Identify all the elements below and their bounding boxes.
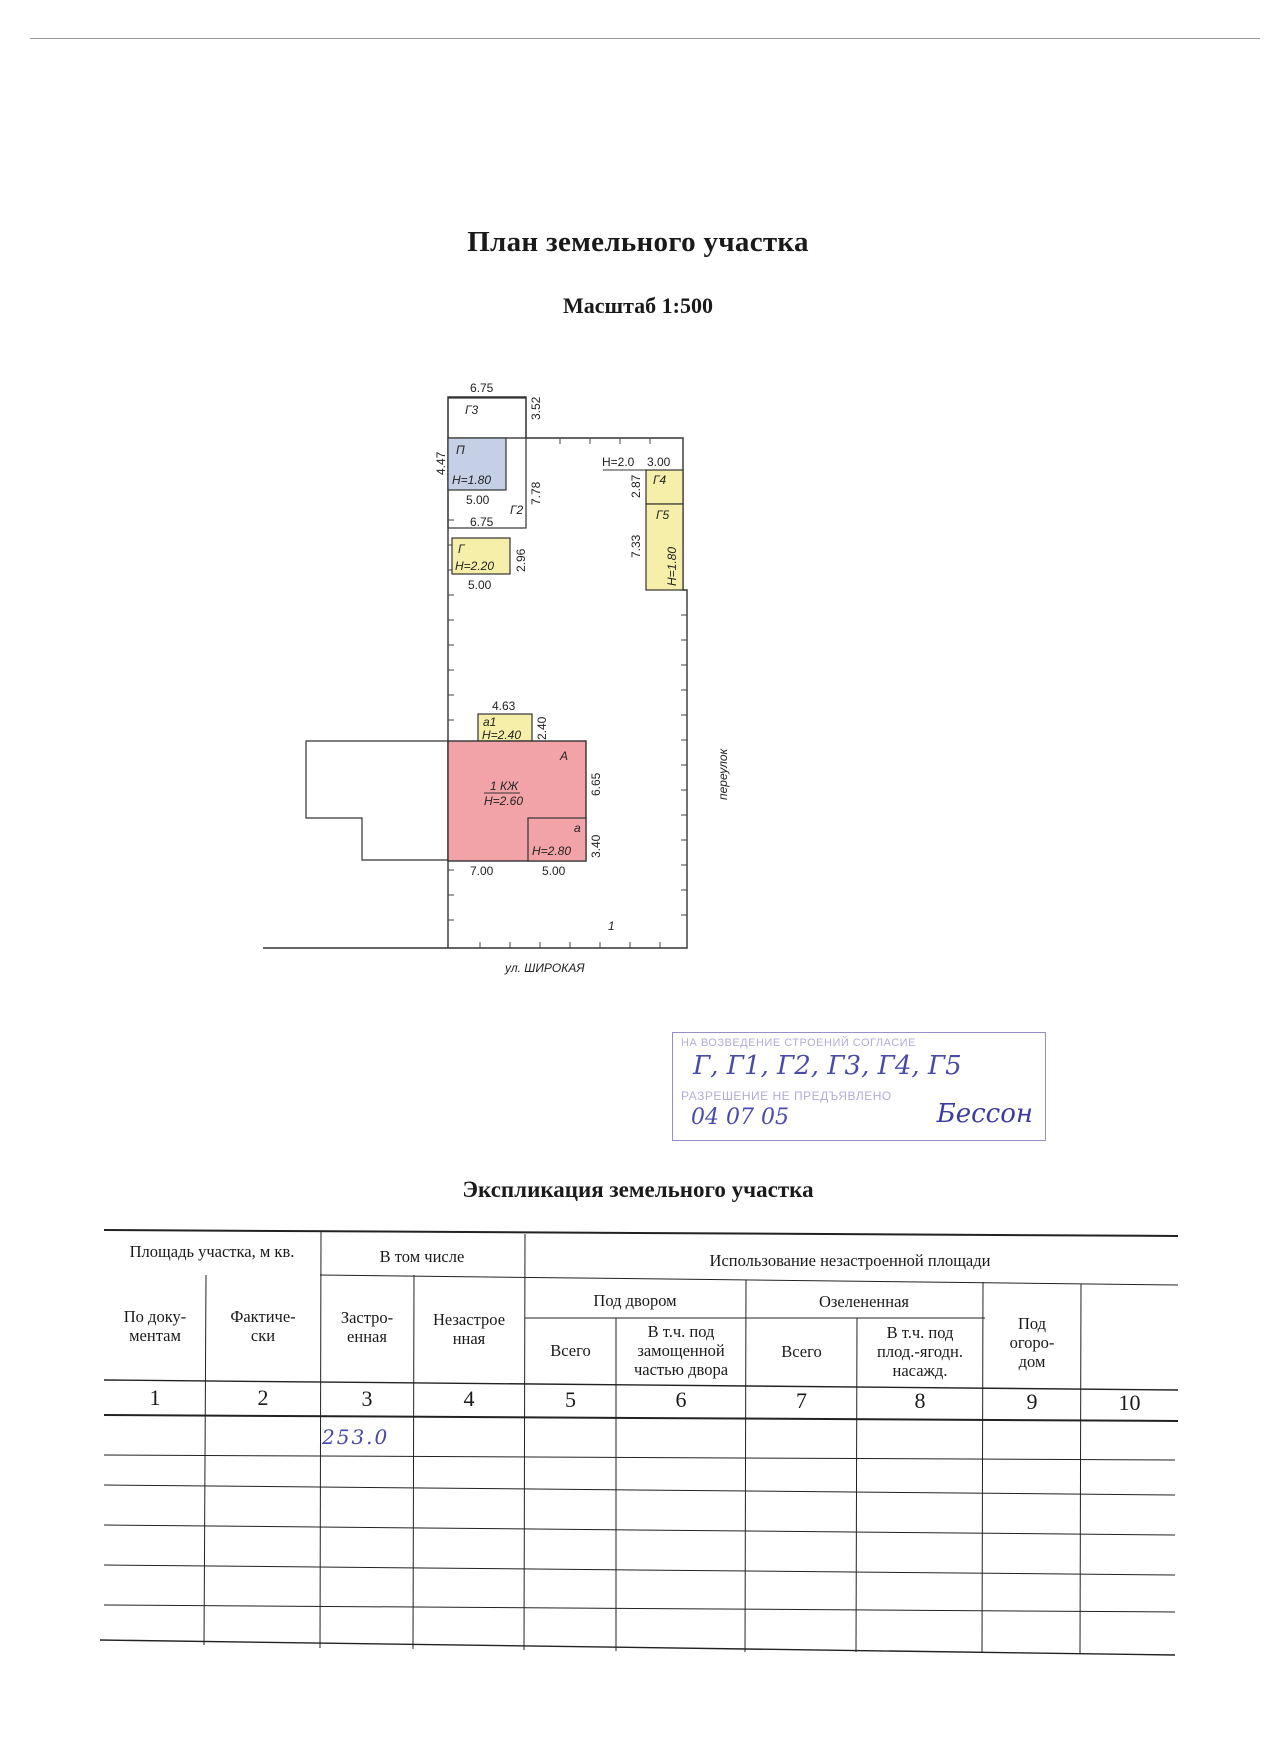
label-lot-number: 1 bbox=[608, 919, 615, 933]
dim-p-bottom: 5.00 bbox=[466, 493, 490, 507]
header-unbuilt: Незастрое нная bbox=[432, 1310, 506, 1348]
dim-g3-side: 3.52 bbox=[529, 396, 543, 420]
dim-g5-side: 7.33 bbox=[629, 534, 643, 558]
dim-g-bottom: 5.00 bbox=[468, 578, 492, 592]
label-a1: а1 bbox=[483, 715, 497, 729]
label-street: ул. ШИРОКАЯ bbox=[505, 961, 585, 975]
dim-house-bottom-left: 7.00 bbox=[470, 864, 494, 878]
column-number: 7 bbox=[796, 1388, 807, 1413]
explication-title: Экспликация земельного участка bbox=[462, 1177, 814, 1202]
header-unbuilt-use: Использование незастроенной площади bbox=[709, 1251, 991, 1270]
dim-g3-top: 6.75 bbox=[470, 381, 494, 395]
column-number: 9 bbox=[1026, 1389, 1038, 1414]
built-area-value: 253.0 bbox=[322, 1425, 390, 1449]
stamp-handwritten-buildings: Г, Г1, Г2, Г3, Г4, Г5 bbox=[693, 1051, 962, 1081]
stamp-signature: Бессон bbox=[936, 1099, 1033, 1129]
header-green-total: Всего bbox=[781, 1342, 822, 1361]
dim-g2-side: 7.78 bbox=[529, 481, 543, 505]
dim-g-side: 2.96 bbox=[514, 548, 528, 572]
header-green: Озелененная bbox=[818, 1292, 910, 1311]
column-number: 4 bbox=[463, 1386, 475, 1411]
header-area: Площадь участка, м кв. bbox=[129, 1242, 295, 1261]
dim-g4-top: 3.00 bbox=[647, 455, 671, 469]
header-green-fruit: В т.ч. под плод.-ягодн. насажд. bbox=[877, 1323, 963, 1380]
dim-h20: Н=2.0 bbox=[602, 455, 635, 469]
label-lane: переулок bbox=[716, 748, 730, 800]
label-house-height: Н=2.60 bbox=[484, 794, 524, 808]
header-by-docs: По доку- ментам bbox=[123, 1307, 187, 1345]
header-garden: Под огоро- дом bbox=[1009, 1314, 1055, 1371]
label-g3: Г3 bbox=[465, 403, 479, 417]
column-number: 8 bbox=[914, 1388, 926, 1413]
label-house-type: 1 КЖ bbox=[490, 779, 519, 793]
dim-g2-bottom: 6.75 bbox=[470, 515, 494, 529]
column-number: 3 bbox=[361, 1386, 373, 1411]
document-title: План земельного участка bbox=[467, 226, 809, 258]
label-a1-height: Н=2.40 bbox=[482, 728, 522, 742]
label-g2: Г2 bbox=[510, 503, 524, 517]
scale-label: Масштаб 1:500 bbox=[562, 293, 713, 318]
dim-house-side: 6.65 bbox=[589, 772, 603, 796]
column-number: 2 bbox=[257, 1385, 269, 1410]
column-number: 10 bbox=[1118, 1390, 1141, 1415]
header-yard: Под двором bbox=[593, 1291, 677, 1310]
header-actual: Фактиче- ски bbox=[230, 1307, 296, 1345]
label-g: Г bbox=[458, 542, 465, 556]
header-built: Застро- енная bbox=[340, 1308, 394, 1346]
column-number: 1 bbox=[149, 1385, 161, 1410]
dim-house-bottom-right: 5.00 bbox=[542, 864, 566, 878]
label-house-a: А bbox=[560, 749, 569, 763]
dim-a1-side: 2.40 bbox=[535, 716, 549, 740]
stamp-handwritten-date: 04 07 05 bbox=[691, 1105, 789, 1130]
label-p-height: Н=1.80 bbox=[452, 473, 492, 487]
dim-a1-top: 4.63 bbox=[492, 699, 516, 713]
label-g-height: Н=2.20 bbox=[455, 559, 495, 573]
label-small-a: а bbox=[574, 821, 581, 835]
dim-g4-side: 2.87 bbox=[629, 474, 643, 498]
label-g5: Г5 bbox=[656, 508, 670, 522]
label-g4: Г4 bbox=[653, 473, 667, 487]
column-number: 5 bbox=[565, 1387, 576, 1412]
stamp-line-3: РАЗРЕШЕНИЕ НЕ ПРЕДЪЯВЛЕНО bbox=[681, 1089, 892, 1103]
header-yard-paved: В т.ч. под замощенной частью двора bbox=[633, 1322, 729, 1379]
header-including: В том числе bbox=[379, 1247, 465, 1266]
label-small-a-height: Н=2.80 bbox=[532, 844, 572, 858]
dim-p-side: 4.47 bbox=[434, 451, 448, 475]
label-p: П bbox=[456, 443, 465, 457]
header-yard-total: Всего bbox=[550, 1341, 591, 1360]
dim-a-side: 3.40 bbox=[589, 834, 603, 858]
stamp-line-1: НА ВОЗВЕДЕНИЕ СТРОЕНИЙ СОГЛАСИЕ bbox=[681, 1037, 916, 1049]
column-number: 6 bbox=[675, 1387, 687, 1412]
label-g5-height: Н=1.80 bbox=[665, 546, 679, 586]
